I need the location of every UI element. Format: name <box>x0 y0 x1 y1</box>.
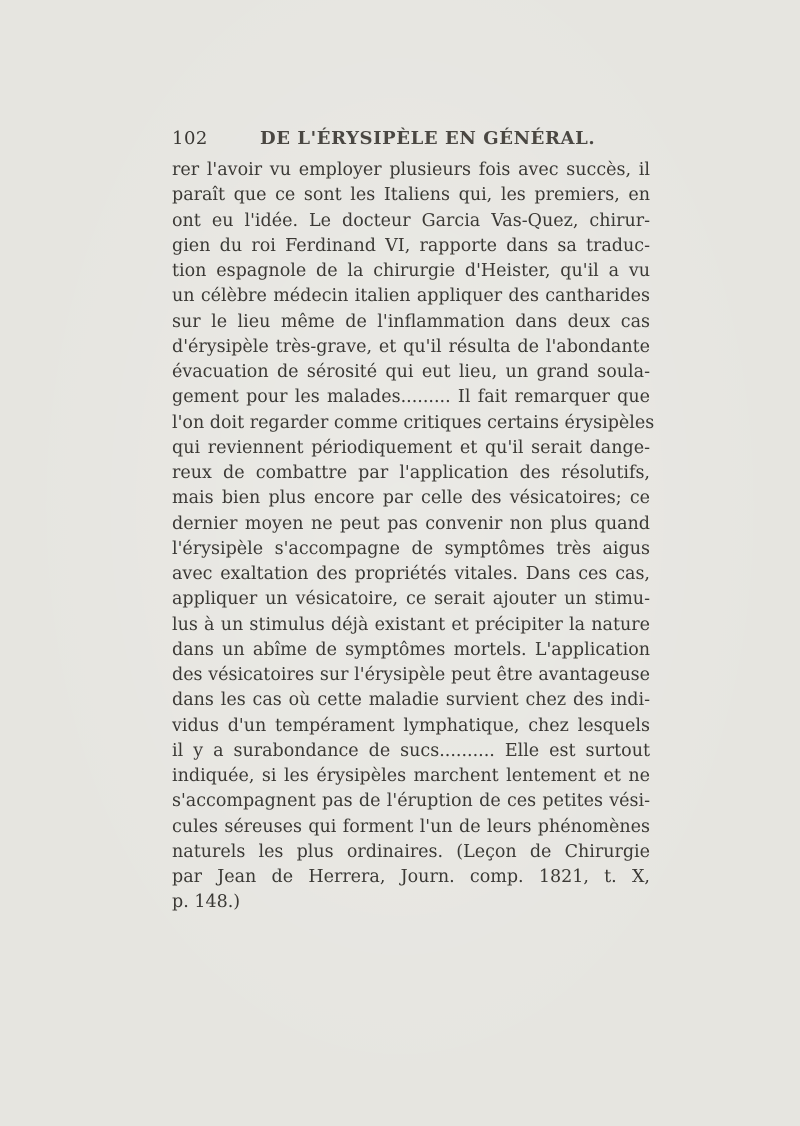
text-line: sur le lieu même de l'inflammation dans deux cas <box>172 311 650 332</box>
text-line: évacuation de sérosité qui eut lieu, un grand soula- <box>172 362 650 382</box>
text-line: vidus d'un tempérament lymphatique, chez lesquels <box>172 715 650 736</box>
text-line: paraît que ce sont les Italiens qui, les premiers, en <box>172 185 650 206</box>
text-line: rer l'avoir vu employer plusieurs fois avec succès, il <box>172 160 650 180</box>
page-header <box>172 128 652 154</box>
text-line: tion espagnole de la chirurgie d'Heister, qu'il a vu <box>172 261 650 281</box>
text-line: gement pour les malades......... Il fait remarquer que <box>172 387 650 408</box>
page-number: 102 <box>172 128 208 149</box>
text-line: par Jean de Herrera, Journ. comp. 1821, t. X, <box>172 867 650 887</box>
text-line: un célèbre médecin italien appliquer des cantharides <box>172 286 650 307</box>
text-line: reux de combattre par l'application des résolutifs, <box>172 463 650 483</box>
running-head: DE L'ÉRYSIPÈLE EN GÉNÉRAL. <box>260 128 596 149</box>
text-line: des vésicatoires sur l'érysipèle peut être avantageuse <box>172 665 650 685</box>
text-line: dans les cas où cette maladie survient chez des indi- <box>172 690 650 711</box>
text-line: gien du roi Ferdinand VI, rapporte dans sa traduc- <box>172 235 650 256</box>
body-text <box>172 158 655 916</box>
text-line: dans un abîme de symptômes mortels. L'application <box>172 639 650 660</box>
text-line: mais bien plus encore par celle des vésicatoires; ce <box>172 488 650 509</box>
text-line: cules séreuses qui forment l'un de leurs phénomènes <box>172 816 650 837</box>
text-line: naturels les plus ordinaires. (Leçon de Chirurgie <box>172 841 650 862</box>
text-line: s'accompagnent pas de l'éruption de ces petites vési- <box>172 791 650 812</box>
text-line: l'érysipèle s'accompagne de symptômes très aigus <box>172 538 650 559</box>
text-line: il y a surabondance de sucs.......... Elle est surtout <box>172 740 650 761</box>
text-line: avec exaltation des propriétés vitales. Dans ces cas, <box>172 564 650 584</box>
text-line: appliquer un vésicatoire, ce serait ajouter un stimu- <box>172 589 650 610</box>
text-line: p. 148.) <box>172 892 241 913</box>
text-line: ont eu l'idée. Le docteur Garcia Vas-Quez, chirur- <box>172 210 650 231</box>
text-line: qui reviennent périodiquement et qu'il serait dange- <box>172 437 650 458</box>
text-line: l'on doit regarder comme critiques certains érysipèles <box>172 412 655 433</box>
text-line: indiquée, si les érysipèles marchent lentement et ne <box>172 766 650 786</box>
text-line: lus à un stimulus déjà existant et précipiter la nature <box>172 614 650 635</box>
text-line: d'érysipèle très-grave, et qu'il résulta de l'abondante <box>172 336 650 357</box>
text-line: dernier moyen ne peut pas convenir non plus quand <box>172 513 650 534</box>
